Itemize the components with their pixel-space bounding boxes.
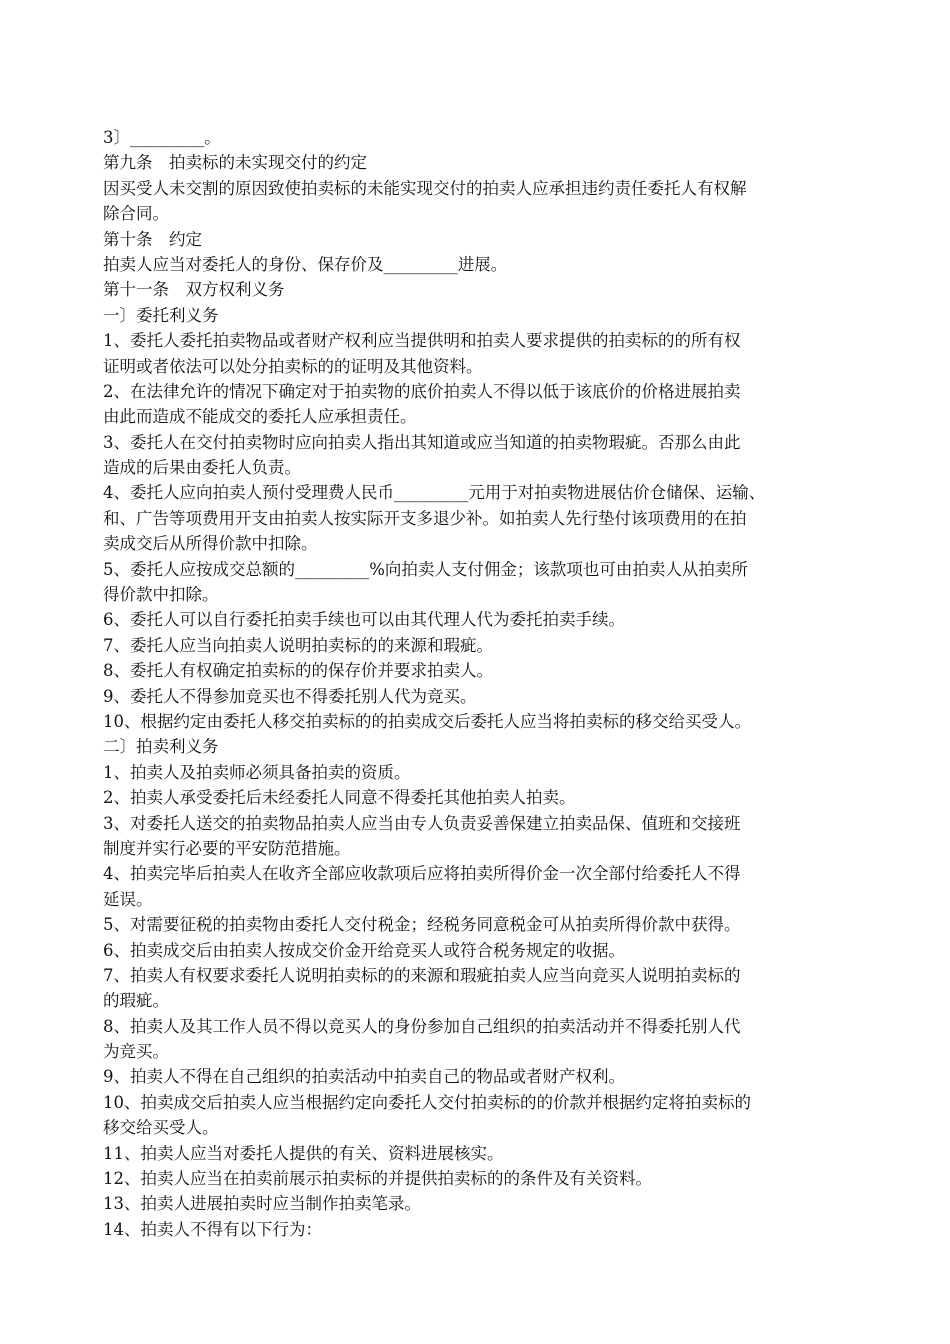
text-line: 10、拍卖成交后拍卖人应当根据约定向委托人交付拍卖标的的价款并根据约定将拍卖标的 [103,1092,751,1112]
text-line: 3、委托人在交付拍卖物时应向拍卖人指出其知道或应当知道的拍卖物瑕疵。否那么由此 [103,432,741,452]
article-9-heading: 第九条 拍卖标的未实现交付的约定 [103,153,367,173]
text-line: 移交给买受人。 [103,1118,219,1138]
text-line: 9、拍卖人不得在自己组织的拍卖活动中拍卖自己的物品或者财产权利。 [103,1067,625,1087]
text-line: 8、拍卖人及其工作人员不得以竞买人的身份参加自己组织的拍卖活动并不得委托别人代 [103,1016,741,1036]
section-heading-client: 一〕委托利义务 [103,305,219,325]
text-line: 3、对委托人送交的拍卖物品拍卖人应当由专人负责妥善保建立拍卖品保、值班和交接班 [103,813,741,833]
text-line: 11、拍卖人应当对委托人提供的有关、资料进展核实。 [103,1143,504,1163]
text-line: 7、拍卖人有权要求委托人说明拍卖标的的来源和瑕疵拍卖人应当向竞买人说明拍卖标的 [103,965,741,985]
text-line: 制度并实行必要的平安防范措施。 [103,838,351,858]
text-line: 8、委托人有权确定拍卖标的的保存价并要求拍卖人。 [103,661,493,681]
text-line: 得价款中扣除。 [103,585,219,605]
contract-text [103,125,863,1242]
text-line: 14、拍卖人不得有以下行为： [103,1219,322,1239]
article-10-heading: 第十条 约定 [103,229,202,249]
article-11-heading: 第十一条 双方权利义务 [103,280,285,300]
text-line: 为竞买。 [103,1042,169,1062]
text-line: 4、委托人应向拍卖人预付受理费人民币_________元用于对拍卖物进展估价仓储保、运输、 [103,483,766,503]
text-line: 延误。 [103,889,153,909]
text-line: 2、拍卖人承受委托后未经委托人同意不得委托其他拍卖人拍卖。 [103,788,576,808]
text-line: 13、拍卖人进展拍卖时应当制作拍卖笔录。 [103,1194,421,1214]
text-line: 7、委托人应当向拍卖人说明拍卖标的的来源和瑕疵。 [103,635,493,655]
text-line: 12、拍卖人应当在拍卖前展示拍卖标的并提供拍卖标的的条件及有关资料。 [103,1169,652,1189]
text-line: 5、委托人应按成交总额的_________%向拍卖人支付佣金；该款项也可由拍卖人从拍卖所 [103,559,748,579]
text-line: 的瑕疵。 [103,991,169,1011]
text-line: 6、拍卖成交后由拍卖人按成交价金开给竞买人或符合税务规定的收据。 [103,940,625,960]
text-line: 和、广告等项费用开支由拍卖人按实际开支多退少补。如拍卖人先行垫付该项费用的在拍 [103,508,747,528]
section-heading-auctioneer: 二〕拍卖利义务 [103,737,219,757]
text-line: 3〕_________。 [103,128,221,147]
text-line: 2、在法律允许的情况下确定对于拍卖物的底价拍卖人不得以低于该底价的价格进展拍卖 [103,381,741,401]
text-line: 1、拍卖人及拍卖师必须具备拍卖的资质。 [103,762,411,782]
text-line: 因买受人未交割的原因致使拍卖标的未能实现交付的拍卖人应承担违约责任委托人有权解 [103,178,747,198]
text-line: 造成的后果由委托人负责。 [103,458,301,478]
text-line: 证明或者依法可以处分拍卖标的的证明及其他资料。 [103,356,483,376]
text-line: 10、根据约定由委托人移交拍卖标的的拍卖成交后委托人应当将拍卖标的移交给买受人。 [103,711,751,731]
text-line: 9、委托人不得参加竞买也不得委托别人代为竞买。 [103,686,477,706]
text-line: 5、对需要征税的拍卖物由委托人交付税金；经税务同意税金可从拍卖所得价款中获得。 [103,915,741,935]
text-line: 由此而造成不能成交的委托人应承担责任。 [103,407,417,427]
text-line: 4、拍卖完毕后拍卖人在收齐全部应收款项后应将拍卖所得价金一次全部付给委托人不得 [103,864,741,884]
text-line: 除合同。 [103,204,169,224]
text-line: 1、委托人委托拍卖物品或者财产权利应当提供明和拍卖人要求提供的拍卖标的的所有权 [103,331,741,351]
text-line: 拍卖人应当对委托人的身份、保存价及_________进展。 [103,254,508,274]
text-line: 卖成交后从所得价款中扣除。 [103,534,318,554]
text-line: 6、委托人可以自行委托拍卖手续也可以由其代理人代为委托拍卖手续。 [103,610,625,630]
